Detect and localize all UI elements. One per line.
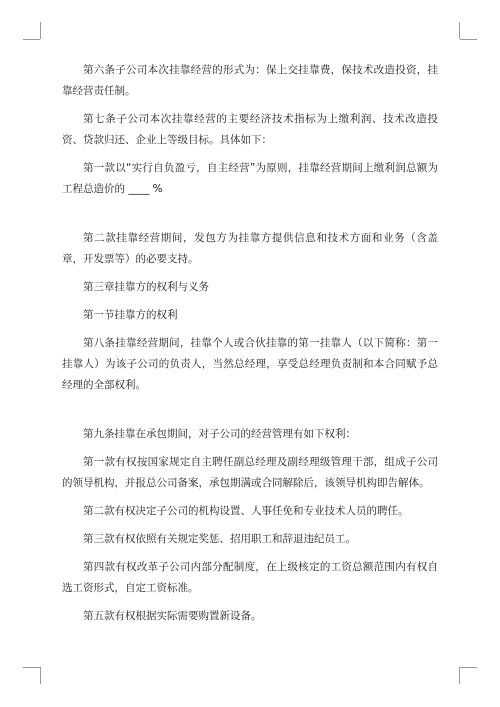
paragraph-right-5: 第五款有权根据实际需要购置新设备。 <box>83 610 262 622</box>
blank-line <box>62 403 438 424</box>
paragraph-clause-2: 第二款挂靠经营期间，发包方为挂靠方提供信息和技术方面和业务（含盖章，开发票等）的必要支持。 <box>62 232 438 265</box>
crop-mark-top-left <box>23 39 40 40</box>
crop-mark-bottom-right <box>460 667 477 668</box>
crop-mark-top-left <box>40 22 41 39</box>
crop-mark-top-right <box>459 22 460 39</box>
document-body <box>62 60 438 634</box>
crop-mark-bottom-right <box>459 667 460 684</box>
paragraph-right-4: 第四款有权改革子公司内部分配制度，在上级核定的工资总额范围内有权自选工资形式，自定工资标准。 <box>62 561 438 594</box>
paragraph-article-6: 第六条子公司本次挂靠经营的形式为：保上交挂靠费，保技术改造投资，挂靠经营责任制。 <box>62 64 438 97</box>
chapter-heading: 第三章挂靠方的权利与义务 <box>83 281 209 293</box>
paragraph-clause-1: 第一款以“实行自负盈亏，自主经营”为原则，挂靠经营期间上缴利润总额为工程总造价的 ____ % <box>62 162 438 195</box>
paragraph-right-1: 第一款有权按国家规定自主聘任副总经理及副经理级管理干部，组成子公司的领导机构，并报总公司备案，承包期满或合同解除后，该领导机构即告解体。 <box>62 456 438 489</box>
blank-line <box>62 207 438 228</box>
crop-mark-top-right <box>460 39 477 40</box>
paragraph-right-3: 第三款有权依照有关规定奖惩、招用职工和辞退违纪员工。 <box>83 533 356 545</box>
crop-mark-bottom-left <box>23 667 40 668</box>
paragraph-article-8: 第八条挂靠经营期间，挂靠个人或合伙挂靠的第一挂靠人（以下简称：第一挂靠人）为该子公司的负责人，当然总经理，享受总经理负责制和本合同赋予总经理的全部权利。 <box>62 337 438 391</box>
paragraph-article-7: 第七条子公司本次挂靠经营的主要经济技术指标为上缴利润、技术改造投资、贷款归还、企业上等级目标。具体如下： <box>62 113 438 146</box>
paragraph-right-2: 第二款有权决定子公司的机构设置、人事任免和专业技术人员的聘任。 <box>83 505 409 517</box>
paragraph-article-9: 第九条挂靠在承包期间，对子公司的经营管理有如下权利： <box>83 428 356 440</box>
section-heading: 第一节挂靠方的权利 <box>83 309 178 321</box>
crop-mark-bottom-left <box>40 667 41 684</box>
